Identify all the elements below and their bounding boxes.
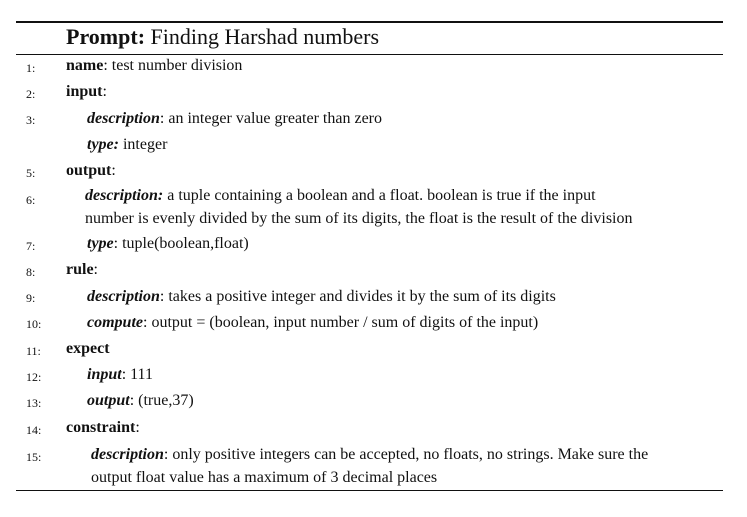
expect-output-line <box>87 391 194 411</box>
rule-value: : <box>93 261 98 278</box>
expect-input-value: : 111 <box>121 366 153 383</box>
output-description-line <box>85 186 596 206</box>
bottom-rule <box>16 490 723 491</box>
output-description-value: a tuple containing a boolean and a float. boolean is true if the input <box>163 187 596 204</box>
rule-compute-key: compute <box>87 314 143 331</box>
rule-key: rule <box>66 261 94 278</box>
prompt-label: Prompt: <box>66 24 146 49</box>
line-number: 8: <box>26 265 36 279</box>
line-number: 11: <box>26 344 41 358</box>
input-type-key: type: <box>87 136 119 153</box>
line-number: 12: <box>26 370 42 384</box>
output-type-line <box>87 234 249 254</box>
output-key: output <box>66 162 112 179</box>
line-number: 15: <box>26 450 42 464</box>
output-line <box>66 161 116 181</box>
line-number: 3: <box>26 113 36 127</box>
line-number: 13: <box>26 396 42 410</box>
output-description-continuation: number is evenly divided by the sum of its digits, the float is the result of the division <box>85 210 633 227</box>
constraint-description-value: : only positive integers can be accepted, no floats, no strings. Make sure the <box>163 446 649 463</box>
line-number: 7: <box>26 239 36 253</box>
expect-output-value: : (true,37) <box>129 392 194 409</box>
input-type-line <box>87 135 167 155</box>
expect-key: expect <box>66 340 110 357</box>
input-description-key: description <box>87 110 160 127</box>
constraint-description-continuation: output float value has a maximum of 3 decimal places <box>91 469 438 486</box>
line-number: 1: <box>26 61 36 75</box>
line-number: 9: <box>26 291 36 305</box>
rule-compute-value: : output = (boolean, input number / sum of digits of the input) <box>143 314 539 331</box>
prompt-title <box>66 24 379 50</box>
output-type-key: type <box>87 235 114 252</box>
output-value: : <box>111 162 116 179</box>
input-description-value: : an integer value greater than zero <box>159 110 382 127</box>
input-type-value: integer <box>118 136 168 153</box>
input-key: input <box>66 83 103 100</box>
output-description-key: description: <box>85 187 164 204</box>
input-description-line <box>87 109 382 129</box>
constraint-description-line <box>91 445 648 465</box>
rule-compute-line <box>87 313 538 333</box>
expect-input-line <box>87 365 153 385</box>
header-rule <box>16 54 723 55</box>
output-type-value: : tuple(boolean,float) <box>113 235 249 252</box>
rule-description-key: description <box>87 288 160 305</box>
name-line <box>66 56 242 76</box>
top-rule <box>16 21 723 23</box>
line-number: 6: <box>26 193 36 207</box>
rule-description-line <box>87 287 556 307</box>
line-number: 5: <box>26 166 36 180</box>
expect-output-key: output <box>87 392 130 409</box>
expect-line <box>66 339 110 359</box>
expect-input-key: input <box>87 366 122 383</box>
line-number: 2: <box>26 87 36 101</box>
constraint-line <box>66 418 140 438</box>
input-value: : <box>102 83 107 100</box>
rule-line <box>66 260 98 280</box>
line-number: 10: <box>26 317 42 331</box>
constraint-key: constraint <box>66 419 136 436</box>
input-line <box>66 82 107 102</box>
prompt-title-text: Finding Harshad numbers <box>150 24 380 49</box>
constraint-value: : <box>135 419 140 436</box>
name-value: : test number division <box>103 57 243 74</box>
rule-description-value: : takes a positive integer and divides it by the sum of its digits <box>159 288 556 305</box>
name-key: name <box>66 57 104 74</box>
line-number: 14: <box>26 423 42 437</box>
constraint-description-key: description <box>91 446 164 463</box>
